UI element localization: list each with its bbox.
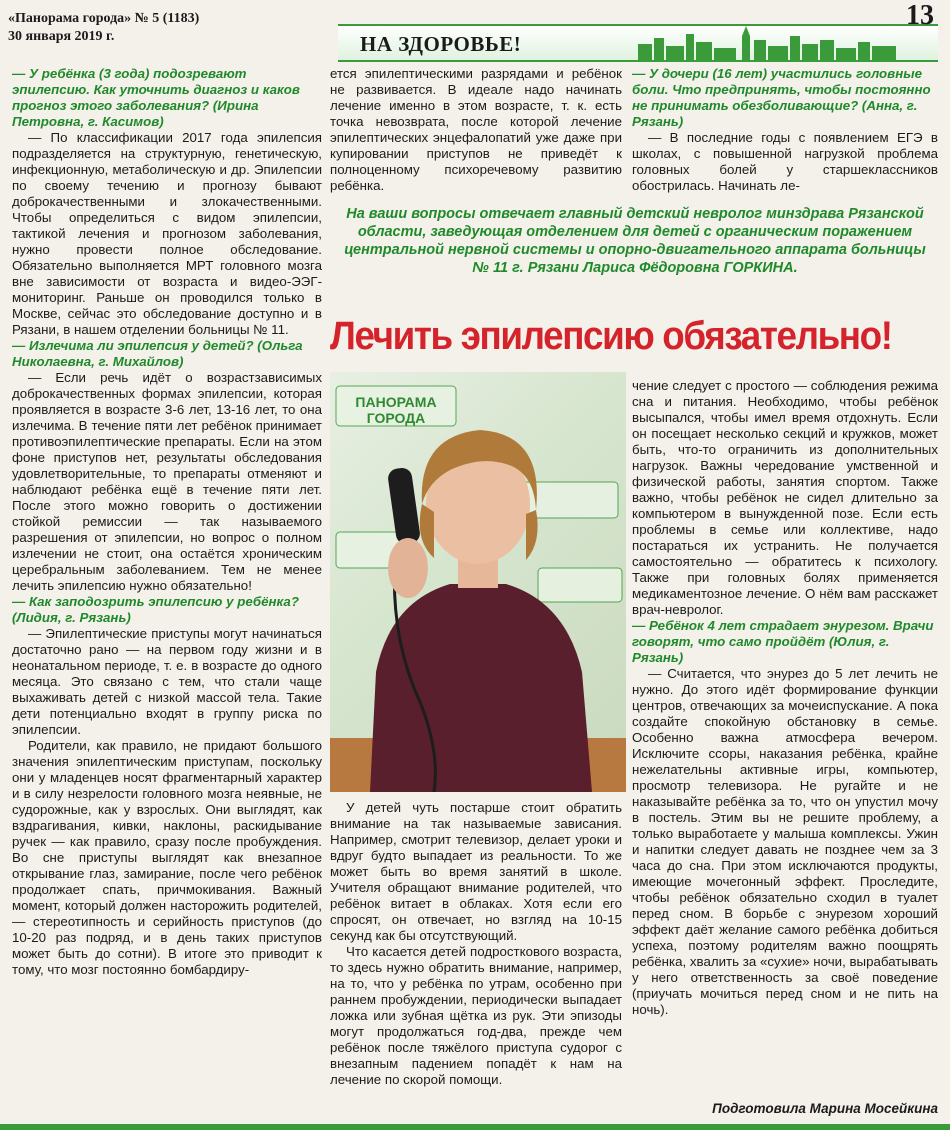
reader-question: — У ребёнка (3 года) подозревают эпилепсию. Как уточнить диагноз и каков прогноз этого заболевания? (Ирина Петровна, г. Касимов) [12,66,300,129]
reader-question: — У дочери (16 лет) участились головные боли. Что предпринять, чтобы постоянно не принимать обезболивающие? (Анна, г. Рязань) [632,66,931,129]
answer-paragraph: У детей чуть постарше стоит обратить внимание на так называемые зависания. Например, смотрит телевизор, делает уроки и вдруг будто выпадает из реальности. То же может быть во время занятий в школе. Учителя обращают внимание родителей, что ребёнок витает в облаках. Хотя если его спросят, он отвечает, но взгляд на 10-15 секунд как бы отсутствующий. [330,800,622,943]
answer-paragraph: — Если речь идёт о возрастзависимых доброкачественных формах эпилепсии, которая проявляется в возрасте 3-6 лет, 13-16 лет, то она излечима. В течение пяти лет ребёнок принимает противоэпилептические препараты. Если на этом фоне приступов нет, результаты обследования удовлетворительные, то препараты отменяют и наблюдают ребёнка ещё в течение пяти лет. После этого можно говорить о достижении стойкой ремиссии — так называемого разрешения от эпилепсии, но вопрос о полном излечении не стоит, она остаётся хроническим церебральным заболеванием. Тем не менее лечить эпилепсию нужно обязательно! [12,370,322,593]
masthead-title: «Панорама города» № 5 (1183) [8,11,200,26]
bottom-rule [0,1124,950,1130]
intro-text: На ваши вопросы отвечает главный детский невролог минздрава Рязанской области, заведующая отделением для детей с органическим поражением центральной нервной системы и опорно-двигательного аппарата больницы № 11 г. Рязани Лариса Фёдоровна ГОРКИНА. [344,206,926,276]
doctor-photo [330,372,626,792]
answer-paragraph: Что касается детей подросткового возраста, то здесь нужно обратить внимание, например, на то, что у ребёнка по утрам, особенно при раннем пробуждении, периодически выпадает ложка или зубная щётка из рук. Эти эпизоды могут продолжаться год-два, прежде чем ребёнок после тяжёлого приступа судорог с внезапным падением попадёт к нам на лечение по скорой помощи. [330,944,622,1087]
reader-question: — Ребёнок 4 лет страдает энурезом. Врачи говорят, что само пройдёт (Юлия, г. Рязань) [632,618,934,665]
author-signature: Подготовила Марина Мосейкина [712,1101,938,1116]
article-headline: Лечить эпилепсию обязательно! [330,314,892,358]
city-skyline-icon [638,26,898,60]
masthead [8,10,199,46]
rubric-banner [338,24,938,62]
doctor-portrait-icon [330,372,626,792]
column-2-top [330,66,622,194]
answer-paragraph: — В последние годы с появлением ЕГЭ в школах, с повышенной нагрузкой проблема головных болей у старшеклассников обострилась. Начинать ле- [632,130,938,193]
rubric-title: НА ЗДОРОВЬЕ! [360,32,522,56]
answer-paragraph: ется эпилептическими разрядами и ребёнок не развивается. В идеале надо начинать лечение именно в этом возрасте, т. к. есть точка невозврата, после которой лечение эпилептических энцефалопатий уже даже при купировании приступов не приведёт к полноценному психоречевому развитию ребёнка. [330,66,622,193]
column-2-bottom [330,800,622,1088]
page-header [0,0,950,62]
answer-paragraph: Родители, как правило, не придают большого значения эпилептическим приступам, поскольку они у младенцев носят фрагментарный характер и в силу незрелости головного мозга неявные, не судорожные, как у взрослых. Они выглядят, как вздрагивания, кивки, наклоны, раскидывание ручек — как правило, сразу после пробуждения. Во сне приступы выглядят как внезапное открывание глаз, замирание, после чего ребёнок продолжает спать, причмокивания. Важный момент, который должен насторожить родителей, — стереотипность и серийность приступов (до 10-20 раз подряд, и в день таких приступов может быть до сотни). В итоге это приводит к тому, что мозг постоянно бомбардиру- [12,738,322,977]
answer-paragraph: чение следует с простого — соблюдения режима сна и питания. Необходимо, чтобы ребёнок высыпался, чтобы имел время отдохнуть. Если он посещает несколько секций и кружков, может быть, что-то ограничить из дополнительных нагрузок. Важны чередование умственной и физической работы, занятия спортом. Также важно, чтобы ребёнок не сидел длительно за компьютером в вынужденной позе. Если есть проблемы в семье или коллективе, надо постараться их устранить. Не получается самостоятельно — обратитесь к психологу. Также при головных болях применяется медикаментозное лечение. О нём вам расскажет врач-невролог. [632,378,938,617]
column-3 [632,378,938,1018]
photo-logo: ПАНОРАМА ГОРОДА [355,394,437,426]
reader-question: — Как заподозрить эпилепсию у ребёнка? (Лидия, г. Рязань) [12,594,299,625]
answer-paragraph: — Считается, что энурез до 5 лет лечить не нужно. До этого идёт формирование функции центров, отвечающих за мочеиспускание. А пока создайте спокойную обстановку в семье. Особенно важна атмосфера вечером. Исключите ссоры, наказания ребёнка, крайне нежелательны активные игры, компьютер, просмотр телевизора. Не ругайте и не наказывайте ребёнка за то, что он упустил мочу в постель. Этим вы не решите проблему, а только выработаете у малыша комплексы. Ужин и напитки следует давать не позднее чем за 3 часа до сна. При этом исключаются продукты, имеющие мочегонный эффект. Проследите, чтобы ребёнок обязательно сходил в туалет перед сном. В борьбе с энурезом хороший эффект даёт желание самого ребёнка добиться успеха, поэтому родителям важно поощрять ребёнка, хвалить за «сухие» ночи, вырабатывать у него ответственность за своё поведение (приучать мочиться перед сном и не пить на ночь). [632,666,938,1017]
column-3-top [632,66,938,194]
column-1 [12,66,322,978]
answer-paragraph: — Эпилептические приступы могут начинаться достаточно рано — на первом году жизни и в неонатальном периоде, т. е. в возрасте до одного месяца. Это связано с тем, что стали чаще выхаживать детей с низкой массой тела. Такие дети потенциально входят в группу риска по эпилепсии. [12,626,322,737]
masthead-date: 30 января 2019 г. [8,29,115,44]
page-number: 13 [906,0,934,31]
answer-paragraph: — По классификации 2017 года эпилепсия подразделяется на структурную, генетическую, инфекционную, метаболическую и др. Эпилепсии по своему течению и прогнозу бывают доброкачественными и злокачественными. Чтобы определиться с видом эпилепсии, тактикой лечения и прогнозом заболевания, нужно провести полное обследование. Обязательно выполняется МРТ головного мозга вне зависимости от возраста и видео-ЭЭГ-мониторинг. Раньше он проводился только в Москве, сейчас это обследование доступно и в Рязани, в нашем отделении больницы № 11. [12,130,322,337]
reader-question: — Излечима ли эпилепсия у детей? (Ольга Николаевна, г. Михайлов) [12,338,303,369]
